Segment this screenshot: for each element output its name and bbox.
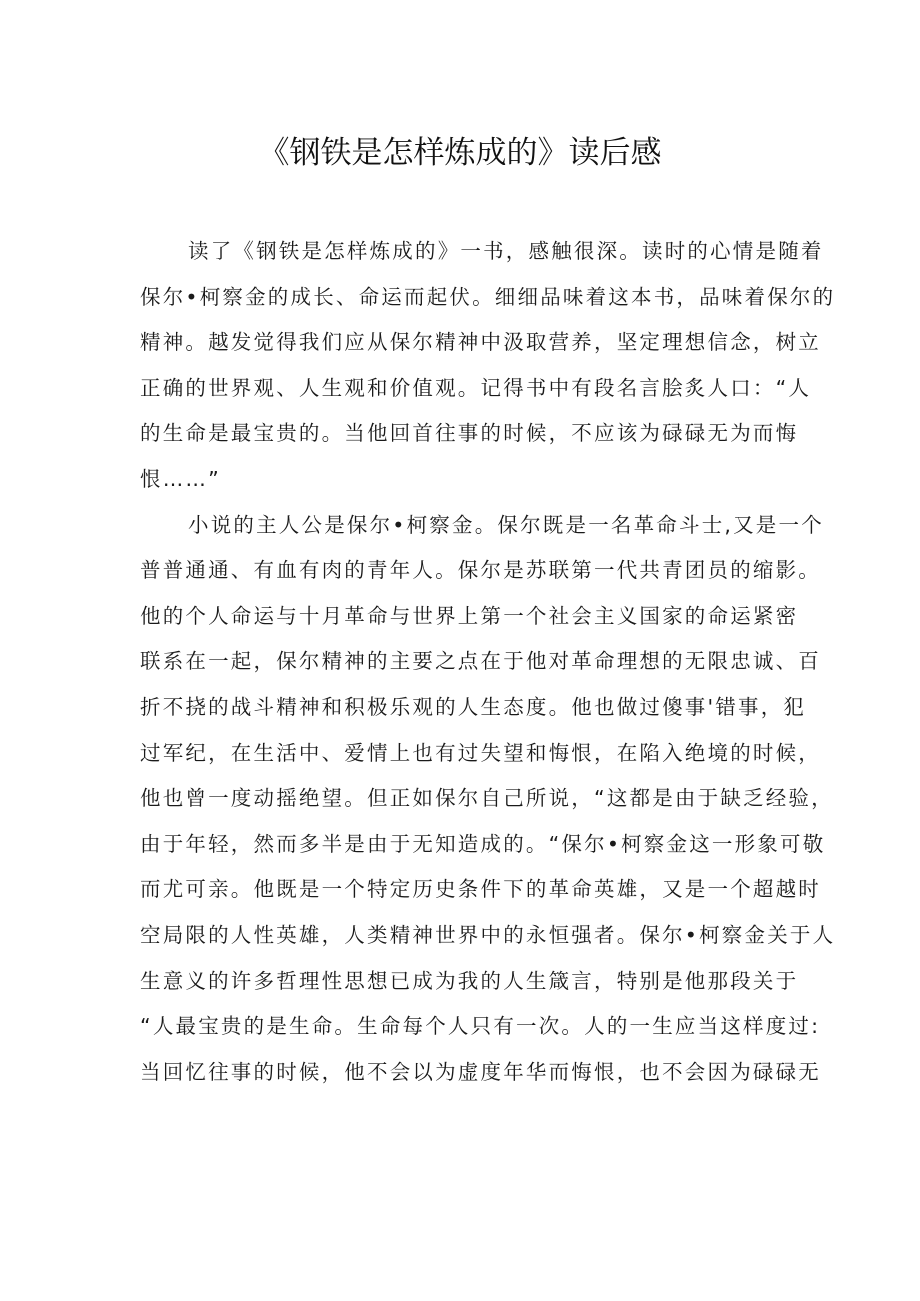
paragraph-2-line-8: 由于年轻，然而多半是由于无知造成的。“保尔•柯察金这一形象可敬 <box>140 831 826 856</box>
paragraph-1-line-5: 的生命是最宝贵的。当他回首往事的时候，不应该为碌碌无为而悔 <box>140 421 799 446</box>
paragraph-2-line-10: 空局限的人性英雄，人类精神世界中的永恒强者。保尔•柯察金关于人 <box>140 922 836 947</box>
paragraph-1-line-6: 恨……” <box>140 466 221 491</box>
paragraph-2-line-9: 而尤可亲。他既是一个特定历史条件下的革命英雄，又是一个超越时 <box>140 877 821 902</box>
paragraph-2-line-7: 他也曾一度动摇绝望。但正如保尔自己所说，“这都是由于缺乏经验， <box>140 786 834 811</box>
paragraph-2-line-1: 小说的主人公是保尔•柯察金。保尔既是一名革命斗士,又是一个 <box>188 512 824 537</box>
document-title: 《钢铁是怎样炼成的》读后感 <box>258 135 662 171</box>
paragraph-2-line-5: 折不挠的战斗精神和积极乐观的人生态度。他也做过傻事'错事，犯 <box>140 694 807 719</box>
paragraph-1-line-1: 读了《钢铁是怎样炼成的》一书，感触很深。读时的心情是随着 <box>188 239 824 263</box>
paragraph-2-line-6: 过军纪，在生活中、爱情上也有过失望和悔恨，在陷入绝境的时候， <box>140 740 821 765</box>
paragraph-2-line-13: 当回忆往事的时候，他不会以为虚度年华而悔恨，也不会因为碌碌无 <box>140 1059 821 1084</box>
paragraph-1-line-3: 精神。越发觉得我们应从保尔精神中汲取营养，坚定理想信念，树立 <box>140 330 821 355</box>
paragraph-2-line-12: “人最宝贵的是生命。生命每个人只有一次。人的一生应当这样度过: <box>140 1014 821 1039</box>
document-body <box>140 229 836 1095</box>
paragraph-1-line-2: 保尔•柯察金的成长、命运而起伏。细细品味着这本书，品味着保尔的 <box>140 284 836 309</box>
paragraph-2-line-3: 他的个人命运与十月革命与世界上第一个社会主义国家的命运紧密 <box>140 603 799 628</box>
paragraph-1-line-4: 正确的世界观、人生观和价值观。记得书中有段名言脍炙人口：“人 <box>140 375 812 400</box>
paragraph-2-line-4: 联系在一起，保尔精神的主要之点在于他对革命理想的无限忠诚、百 <box>140 649 821 674</box>
paragraph-2-line-2: 普普通通、有血有肉的青年人。保尔是苏联第一代共青团员的缩影。 <box>140 558 821 583</box>
paragraph-2-line-11: 生意义的许多哲理性思想已成为我的人生箴言，特别是他那段关于 <box>140 968 799 993</box>
